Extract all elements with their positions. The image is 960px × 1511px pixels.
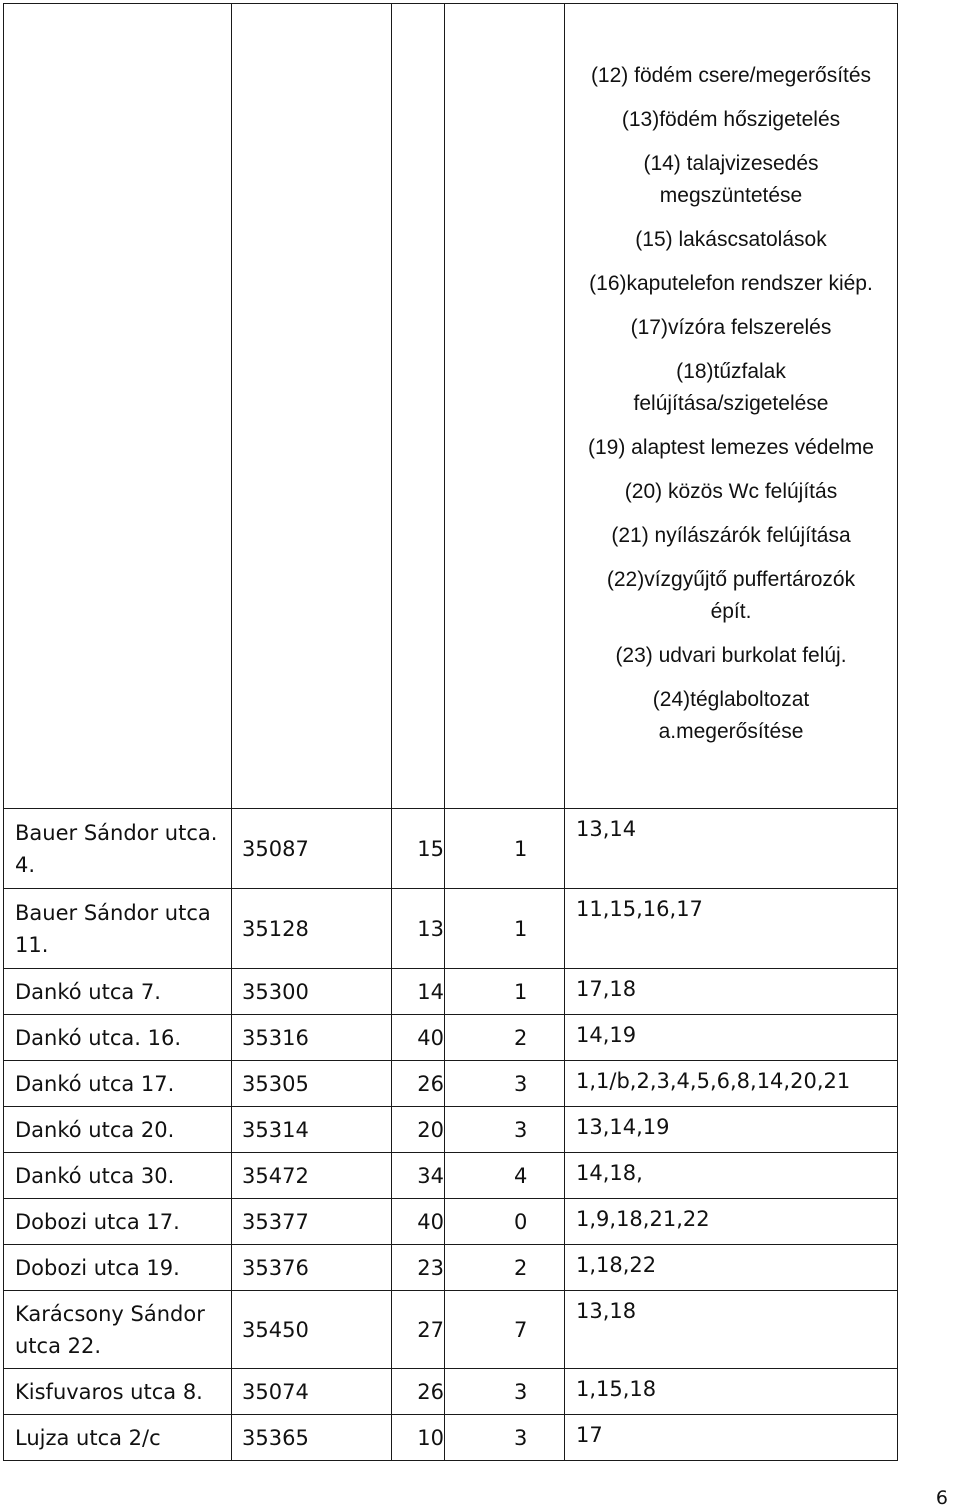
table-row xyxy=(4,969,898,1015)
count-cell xyxy=(445,969,565,1015)
address-cell: Dankó utca 17. xyxy=(4,1061,232,1107)
table-row xyxy=(4,1061,898,1107)
address-cell: Dankó utca 20. xyxy=(4,1107,232,1153)
count-value: 2 xyxy=(514,1255,528,1280)
lot-number-cell: 35128 xyxy=(232,889,392,969)
address-cell: Dankó utca. 16. xyxy=(4,1015,232,1061)
table-row xyxy=(4,1291,898,1369)
flats-count-cell: 34 xyxy=(392,1153,445,1199)
flats-count-cell: 10 xyxy=(392,1415,445,1461)
work-item: (13)födém hőszigetelés xyxy=(621,108,841,131)
address-cell: Karácsony Sándor utca 22. xyxy=(4,1291,232,1369)
table-row xyxy=(4,1415,898,1461)
flats-count-cell: 20 xyxy=(392,1107,445,1153)
works-cell: 1,18,22 xyxy=(565,1245,898,1291)
lot-number-cell: 35314 xyxy=(232,1107,392,1153)
works-legend-row xyxy=(4,4,898,809)
flats-count-cell: 27 xyxy=(392,1291,445,1369)
work-item: (23) udvari burkolat felúj. xyxy=(615,644,847,667)
works-cell: 17 xyxy=(565,1415,898,1461)
works-cell: 14,19 xyxy=(565,1015,898,1061)
count-cell xyxy=(445,889,565,969)
work-item: (15) lakáscsatolások xyxy=(635,228,827,251)
work-item: (14) talajvizesedés megszüntetése xyxy=(643,152,819,207)
work-item: (12) födém csere/megerősítés xyxy=(590,64,872,87)
flats-count-cell: 23 xyxy=(392,1245,445,1291)
count-cell xyxy=(445,1061,565,1107)
work-item: (20) közös Wc felújítás xyxy=(624,480,838,503)
table-row xyxy=(4,1107,898,1153)
work-item: (16)kaputelefon rendszer kiép. xyxy=(589,272,873,295)
page-number: 6 xyxy=(935,1487,948,1509)
address-cell: Dobozi utca 17. xyxy=(4,1199,232,1245)
works-cell: 11,15,16,17 xyxy=(565,889,898,969)
count-cell xyxy=(445,1291,565,1369)
works-cell: 1,1/b,2,3,4,5,6,8,14,20,21 xyxy=(565,1061,898,1107)
flats-count-cell: 13 xyxy=(392,889,445,969)
count-cell xyxy=(445,809,565,889)
count-cell xyxy=(445,1153,565,1199)
lot-number-cell: 35472 xyxy=(232,1153,392,1199)
works-cell: 14,18, xyxy=(565,1153,898,1199)
count-value: 3 xyxy=(514,1379,528,1404)
count-value: 2 xyxy=(514,1025,528,1050)
empty-cell xyxy=(4,4,232,809)
table-row xyxy=(4,809,898,889)
work-item: (17)vízóra felszerelés xyxy=(630,316,832,339)
address-cell: Bauer Sándor utca 11. xyxy=(4,889,232,969)
count-value: 3 xyxy=(514,1425,528,1450)
table-row xyxy=(4,1245,898,1291)
address-cell: Kisfuvaros utca 8. xyxy=(4,1369,232,1415)
lot-number-cell: 35300 xyxy=(232,969,392,1015)
lot-number-cell: 35305 xyxy=(232,1061,392,1107)
count-cell xyxy=(445,1245,565,1291)
count-value: 7 xyxy=(514,1317,528,1342)
works-cell: 1,9,18,21,22 xyxy=(565,1199,898,1245)
count-cell xyxy=(445,1415,565,1461)
works-legend-cell xyxy=(565,4,898,809)
works-cell: 13,18 xyxy=(565,1291,898,1369)
work-item: (22)vízgyűjtő puffertározók épít. xyxy=(606,568,856,623)
flats-count-cell: 40 xyxy=(392,1015,445,1061)
count-value: 3 xyxy=(514,1071,528,1096)
count-value: 0 xyxy=(514,1209,528,1234)
count-cell xyxy=(445,1369,565,1415)
works-cell: 13,14 xyxy=(565,809,898,889)
work-item: (18)tűzfalak felújítása/szigetelése xyxy=(633,360,829,415)
count-value: 1 xyxy=(514,979,528,1004)
flats-count-cell: 26 xyxy=(392,1061,445,1107)
empty-cell xyxy=(445,4,565,809)
lot-number-cell: 35450 xyxy=(232,1291,392,1369)
lot-number-cell: 35376 xyxy=(232,1245,392,1291)
table-row xyxy=(4,1153,898,1199)
buildings-table xyxy=(3,3,898,1461)
address-cell: Dankó utca 30. xyxy=(4,1153,232,1199)
count-value: 1 xyxy=(514,916,528,941)
table-row xyxy=(4,1369,898,1415)
count-cell xyxy=(445,1199,565,1245)
count-value: 3 xyxy=(514,1117,528,1142)
empty-cell xyxy=(232,4,392,809)
address-cell: Dankó utca 7. xyxy=(4,969,232,1015)
flats-count-cell: 15 xyxy=(392,809,445,889)
work-item: (19) alaptest lemezes védelme xyxy=(588,436,874,459)
works-cell: 13,14,19 xyxy=(565,1107,898,1153)
count-value: 1 xyxy=(514,836,528,861)
table-row xyxy=(4,889,898,969)
lot-number-cell: 35316 xyxy=(232,1015,392,1061)
lot-number-cell: 35377 xyxy=(232,1199,392,1245)
lot-number-cell: 35087 xyxy=(232,809,392,889)
works-cell: 17,18 xyxy=(565,969,898,1015)
works-cell: 1,15,18 xyxy=(565,1369,898,1415)
address-cell: Dobozi utca 19. xyxy=(4,1245,232,1291)
count-value: 4 xyxy=(514,1163,528,1188)
count-cell xyxy=(445,1107,565,1153)
flats-count-cell: 40 xyxy=(392,1199,445,1245)
table-row xyxy=(4,1199,898,1245)
flats-count-cell: 26 xyxy=(392,1369,445,1415)
lot-number-cell: 35365 xyxy=(232,1415,392,1461)
work-item: (21) nyílászárók felújítása xyxy=(611,524,851,547)
count-cell xyxy=(445,1015,565,1061)
flats-count-cell: 14 xyxy=(392,969,445,1015)
empty-cell xyxy=(392,4,445,809)
table-row xyxy=(4,1015,898,1061)
lot-number-cell: 35074 xyxy=(232,1369,392,1415)
address-cell: Lujza utca 2/c xyxy=(4,1415,232,1461)
work-item: (24)téglaboltozat a.megerősítése xyxy=(652,688,810,743)
address-cell: Bauer Sándor utca. 4. xyxy=(4,809,232,889)
